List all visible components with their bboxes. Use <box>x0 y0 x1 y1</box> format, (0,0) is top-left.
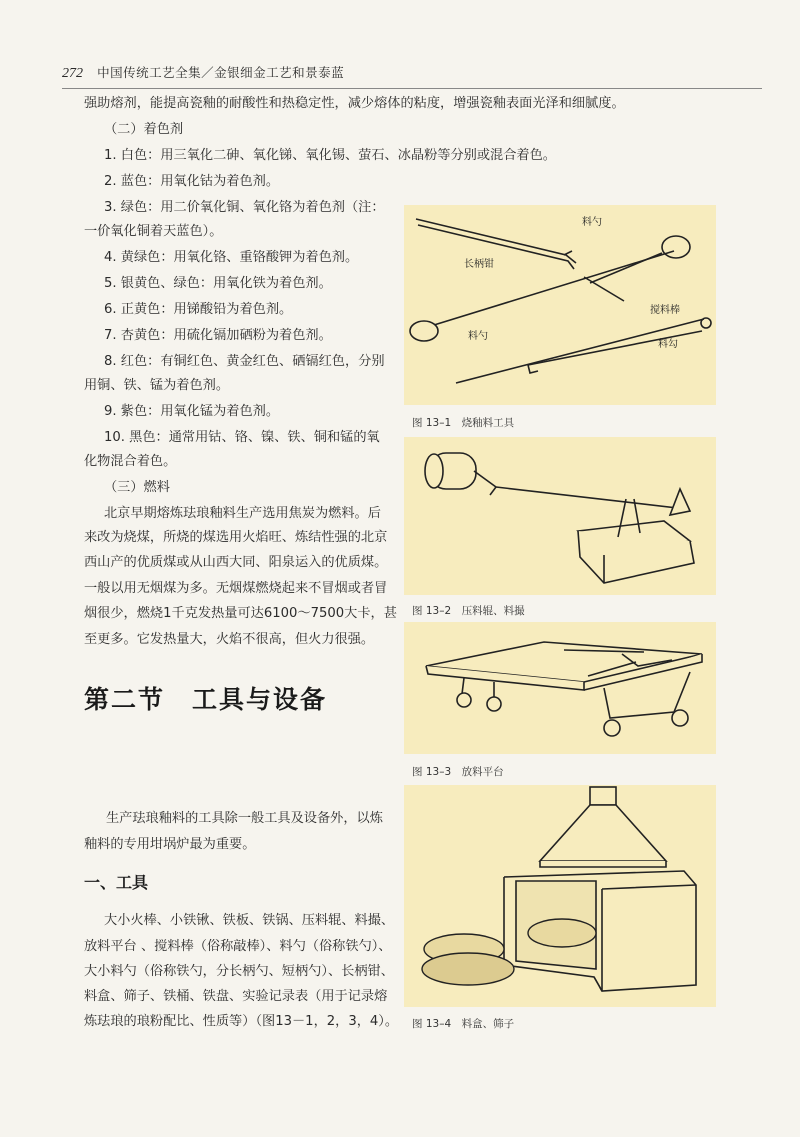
body-line: 3. 绿色：用二价氧化铜、氧化铬为着色剂（注： <box>104 200 385 215</box>
body-line: 北京早期熔炼珐琅釉料生产选用焦炭为燃料。后 <box>104 506 381 521</box>
figure-13-4 <box>404 785 716 1007</box>
label-stirring-rod: 搅料棒 <box>650 305 680 316</box>
long-tongs-illustration <box>416 219 576 269</box>
body-line: 至更多。它发热量大，火焰不很高，但火力很强。 <box>84 632 375 647</box>
label-long-tongs: 长柄钳 <box>464 259 494 270</box>
intro-line: 釉料的专用坩埚炉最为重要。 <box>84 837 256 852</box>
body-line: 9. 紫色：用氧化锰为着色剂。 <box>104 404 280 419</box>
body-line: 4. 黄绿色：用氧化铬、重铬酸钾为着色剂。 <box>104 250 359 265</box>
subsection-title: 一、工具 <box>84 873 149 892</box>
body-line: 一价氧化铜着天蓝色）。 <box>84 224 223 239</box>
running-header <box>62 62 762 89</box>
figure-13-1-caption: 图 13–1 烧釉料工具 <box>412 417 515 429</box>
body-line: 7. 杏黄色：用硫化镉加硒粉为着色剂。 <box>104 328 332 343</box>
tool-line: 料盒、筛子、铁桶、铁盘、实验记录表（用于记录熔 <box>84 989 388 1004</box>
tool-line: 大小火棒、小铁锹、铁板、铁锅、压料辊、料撮、 <box>104 913 395 928</box>
stirring-rod-illustration <box>456 318 711 383</box>
body-line: 烟很少，燃烧1千克发热量可达6100～7500大卡，甚 <box>84 606 397 621</box>
subheading-colorants: （二）着色剂 <box>104 122 184 137</box>
intro-line: 生产珐琅釉料的工具除一般工具及设备外，以炼 <box>106 811 383 826</box>
body-line: 一般以用无烟煤为多。无烟煤燃烧起来不冒烟或者冒 <box>84 581 388 596</box>
body-line: 5. 银黄色、绿色：用氧化铁为着色剂。 <box>104 276 332 291</box>
material-platform-illustration <box>426 642 702 736</box>
body-line: 1. 白色：用三氧化二砷、氧化锑、氧化锡、萤石、冰晶粉等分别或混合着色。 <box>104 148 556 163</box>
figure-13-3-caption: 图 13–3 放料平台 <box>412 766 504 778</box>
tool-line: 炼珐琅的琅粉配比、性质等）（图13－1，2，3，4）。 <box>84 1014 399 1029</box>
body-line: 西山产的优质煤或从山西大同、阳泉运入的优质煤。 <box>84 555 388 570</box>
page-number: 272 <box>62 66 83 81</box>
body-line: 10. 黑色：通常用钴、铬、镍、铁、铜和锰的氧 <box>104 430 380 445</box>
ladle-illustration <box>584 236 690 301</box>
press-roller-illustration <box>425 453 686 509</box>
body-line: 强助熔剂，能提高瓷釉的耐酸性和热稳定性，减少熔体的粘度，增强瓷釉表面光泽和细腻度。 <box>84 96 625 111</box>
figure-13-2 <box>404 437 716 595</box>
body-line: 化物混合着色。 <box>84 454 177 469</box>
running-title: 中国传统工艺全集／金银细金工艺和景泰蓝 <box>97 65 345 80</box>
body-line: 6. 正黄色：用锑酸铅为着色剂。 <box>104 302 293 317</box>
figure-13-4-caption: 图 13–4 料盒、筛子 <box>412 1018 515 1030</box>
hook-illustration <box>528 331 702 373</box>
label-hook: 料勾 <box>658 339 678 350</box>
crucible-furnace-illustration <box>504 787 696 991</box>
figure-13-1 <box>404 205 716 405</box>
body-line: 来改为烧煤，所烧的煤选用火焰旺、炼结性强的北京 <box>84 530 388 545</box>
body-line: 8. 红色：有铜红色、黄金红色、硒镉红色，分别 <box>104 354 385 369</box>
figure-13-2-caption: 图 13–2 压料辊、料撮 <box>412 605 525 617</box>
label-ladle-bottom: 料勺 <box>468 331 488 342</box>
body-line: 用铜、铁、锰为着色剂。 <box>84 378 230 393</box>
label-ladle-top: 料勺 <box>582 217 602 228</box>
tool-line: 大小料勺（俗称铁勺，分长柄勺、短柄勺）、长柄钳、 <box>84 964 394 979</box>
subheading-fuel: （三）燃料 <box>104 480 170 495</box>
body-line: 2. 蓝色：用氧化钴为着色剂。 <box>104 174 280 189</box>
tool-line: 放料平台 、搅料棒（俗称敲棒）、料勺（俗称铁勺）、 <box>84 939 392 954</box>
figure-13-3 <box>404 622 716 754</box>
section-title: 第二节 工具与设备 <box>84 685 328 714</box>
